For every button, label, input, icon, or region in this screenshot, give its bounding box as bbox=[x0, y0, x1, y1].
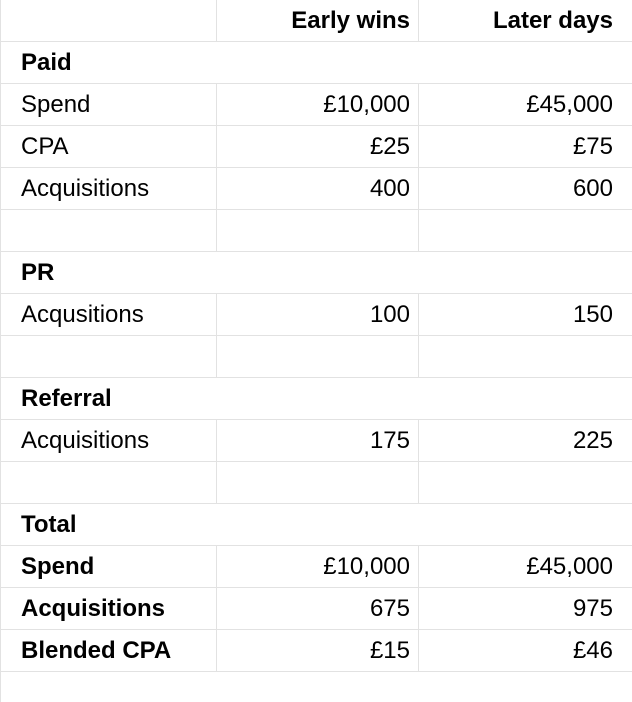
later-days-cell[interactable]: 975 bbox=[418, 588, 632, 629]
section-row bbox=[1, 378, 632, 420]
row-label-cell[interactable]: Blended CPA bbox=[21, 637, 172, 664]
early-wins-cell[interactable]: 400 bbox=[216, 168, 418, 209]
row-label-cell[interactable]: Paid bbox=[21, 49, 72, 76]
early-wins-cell[interactable]: £25 bbox=[216, 126, 418, 167]
row-label-cell[interactable]: Acquisitions bbox=[21, 595, 166, 622]
row-label-cell[interactable]: Acquisitions bbox=[21, 175, 150, 202]
later-days-cell[interactable] bbox=[418, 336, 632, 377]
table-row bbox=[1, 588, 632, 630]
row-label-cell[interactable]: CPA bbox=[21, 133, 69, 160]
early-wins-cell[interactable] bbox=[216, 504, 418, 545]
table-row bbox=[1, 168, 632, 210]
early-wins-cell[interactable] bbox=[216, 336, 418, 377]
early-wins-cell[interactable]: £10,000 bbox=[216, 84, 418, 125]
later-days-cell[interactable]: £45,000 bbox=[418, 546, 632, 587]
early-wins-cell[interactable]: £10,000 bbox=[216, 546, 418, 587]
row-label-cell[interactable]: Spend bbox=[21, 91, 91, 118]
early-wins-cell[interactable]: Early wins bbox=[216, 0, 418, 41]
row-label-cell[interactable]: Acquisitions bbox=[21, 427, 150, 454]
later-days-cell[interactable]: Later days bbox=[418, 0, 632, 41]
row-label-cell[interactable] bbox=[1, 336, 216, 377]
later-days-cell[interactable] bbox=[418, 42, 632, 83]
header-row bbox=[1, 0, 632, 42]
section-row bbox=[1, 504, 632, 546]
table-row bbox=[1, 84, 632, 126]
later-days-cell[interactable]: £46 bbox=[418, 630, 632, 671]
early-wins-cell[interactable]: 675 bbox=[216, 588, 418, 629]
early-wins-cell[interactable]: 100 bbox=[216, 294, 418, 335]
row-label-cell[interactable]: PR bbox=[21, 259, 55, 286]
early-wins-cell[interactable] bbox=[216, 42, 418, 83]
table-row bbox=[1, 126, 632, 168]
later-days-cell[interactable] bbox=[418, 378, 632, 419]
empty-row bbox=[1, 336, 632, 378]
later-days-cell[interactable] bbox=[418, 462, 632, 503]
later-days-cell[interactable]: 225 bbox=[418, 420, 632, 461]
table-row bbox=[1, 546, 632, 588]
early-wins-cell[interactable] bbox=[216, 378, 418, 419]
later-days-cell[interactable] bbox=[418, 504, 632, 545]
early-wins-cell[interactable] bbox=[216, 252, 418, 293]
table-row bbox=[1, 420, 632, 462]
row-label-cell[interactable] bbox=[1, 462, 216, 503]
section-row bbox=[1, 252, 632, 294]
early-wins-cell[interactable]: £15 bbox=[216, 630, 418, 671]
table-row bbox=[1, 630, 632, 672]
row-label-cell[interactable]: Spend bbox=[21, 553, 95, 580]
later-days-cell[interactable]: 150 bbox=[418, 294, 632, 335]
row-label-cell[interactable] bbox=[1, 210, 216, 251]
later-days-cell[interactable] bbox=[418, 252, 632, 293]
later-days-cell[interactable] bbox=[418, 210, 632, 251]
row-label-cell[interactable]: Acqusitions bbox=[21, 301, 144, 328]
later-days-cell[interactable]: 600 bbox=[418, 168, 632, 209]
empty-row bbox=[1, 462, 632, 504]
early-wins-cell[interactable]: 175 bbox=[216, 420, 418, 461]
table-row bbox=[1, 294, 632, 336]
row-label-cell[interactable] bbox=[1, 0, 216, 41]
early-wins-cell[interactable] bbox=[216, 462, 418, 503]
later-days-cell[interactable]: £45,000 bbox=[418, 84, 632, 125]
later-days-cell[interactable]: £75 bbox=[418, 126, 632, 167]
section-row bbox=[1, 42, 632, 84]
empty-row bbox=[1, 210, 632, 252]
early-wins-cell[interactable] bbox=[216, 210, 418, 251]
row-label-cell[interactable]: Total bbox=[21, 511, 77, 538]
row-label-cell[interactable]: Referral bbox=[21, 385, 112, 412]
